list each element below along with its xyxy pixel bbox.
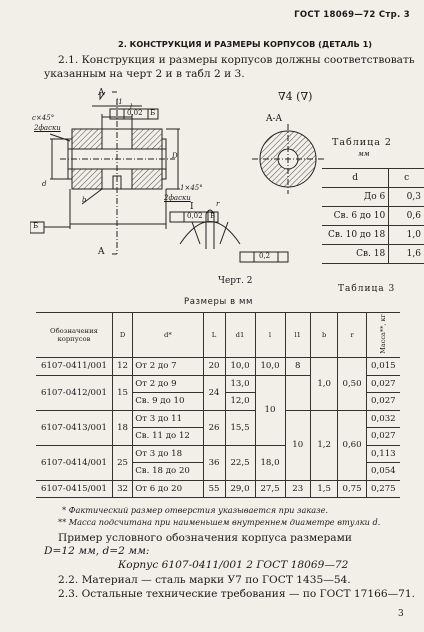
table-row — [322, 226, 424, 245]
table-cell: До 6 — [322, 188, 389, 207]
tolerance-top-ref: Б — [150, 109, 156, 117]
tolerance-sym-value: 0,2 — [259, 252, 271, 260]
table3-label: Таблица 3 — [338, 284, 396, 294]
table-cell: 0,275 — [366, 480, 400, 498]
table-cell — [285, 375, 310, 410]
table-cell: 18,0 — [255, 445, 285, 480]
table-cell: 22,5 — [225, 445, 255, 480]
table-row — [322, 169, 424, 188]
tolerance-bottom-value: 0,02 — [187, 212, 203, 220]
footnote-2: ** Масса подсчитана при наименьшем внутреннем диаметре втулки d. — [58, 517, 381, 527]
table-cell: 36 — [203, 445, 225, 480]
table-cell: 26 — [203, 410, 225, 445]
table-row — [36, 410, 400, 428]
table-cell: 23 — [285, 480, 310, 498]
table-row — [36, 358, 400, 376]
table-cell: 1,0 — [310, 358, 338, 411]
paragraph-2-1-line2: указанным на черт 2 и в табл 2 и 3. — [44, 68, 245, 80]
table-cell: 0,113 — [366, 445, 400, 463]
table2-header-d: d — [322, 169, 389, 188]
table-cell: 6107-0413/001 — [36, 410, 112, 445]
table-cell: 0,3 — [389, 188, 424, 207]
table-cell: 25 — [112, 445, 132, 480]
paragraph-2-2: 2.2. Материал — сталь марки У7 по ГОСТ 1435—54. — [58, 574, 351, 586]
col-header: l1 — [285, 313, 310, 358]
table-row — [322, 245, 424, 264]
page-number: 3 — [398, 609, 404, 619]
table-cell: 0,75 — [338, 480, 366, 498]
chamfer-top-label: c×45° — [32, 114, 55, 122]
chamfer-bottom-label: 1×45° — [180, 184, 203, 192]
table-cell: От 3 до 18 — [133, 445, 203, 463]
table-cell: 24 — [203, 375, 225, 410]
table-cell: 0,032 — [366, 410, 400, 428]
section-AA-label: A-A — [266, 114, 283, 124]
tolerance-top-value: 0,02 — [127, 109, 143, 117]
table-cell: 10 — [285, 410, 310, 480]
table-cell: 0,6 — [389, 207, 424, 226]
table3 — [36, 312, 400, 498]
table-cell: 6107-0414/001 — [36, 445, 112, 480]
paragraph-2-1-line1: 2.1. Конструкция и размеры корпусов должны соответствовать — [58, 54, 415, 66]
dim-l-label: l — [130, 103, 133, 111]
table-cell: 55 — [203, 480, 225, 498]
table-cell: 10,0 — [225, 358, 255, 376]
col-header: d1 — [225, 313, 255, 358]
table-cell: Св. 10 до 18 — [322, 226, 389, 245]
table-cell: 1,0 — [389, 226, 424, 245]
table-cell: 6107-0412/001 — [36, 375, 112, 410]
table-cell: От 2 до 7 — [133, 358, 203, 376]
table-header-row — [36, 313, 400, 358]
col-header: d* — [133, 313, 203, 358]
table-row — [322, 207, 424, 226]
table-cell: 1,5 — [310, 480, 338, 498]
col-header: Масса**, кг — [379, 314, 388, 354]
col-header: l — [255, 313, 285, 358]
table-row — [36, 480, 400, 498]
detail-I-label: I — [190, 202, 194, 212]
table-cell: 13,0 — [225, 375, 255, 393]
table-row — [322, 188, 424, 207]
footnote-1: * Фактический размер отверстия указывается при заказе. — [62, 505, 329, 515]
table3-units: Размеры в мм — [184, 297, 254, 307]
table-cell: 0,027 — [366, 393, 400, 411]
tolerance-bottom-ref: Б — [210, 212, 216, 220]
table-cell: 6107-0411/001 — [36, 358, 112, 376]
dim-l1-label: l1 — [116, 98, 123, 106]
table-cell: Св. 18 — [322, 245, 389, 264]
chamfer-top-note: 2фаски — [34, 124, 61, 132]
table2-unit: мм — [358, 150, 370, 158]
datum-B-label: Б — [33, 222, 39, 230]
dim-d-label: d — [42, 180, 47, 188]
paragraph-2-3: 2.3. Остальные технические требования — по ГОСТ 17166—71. — [58, 588, 416, 600]
section-mark-A-bottom: A — [98, 247, 105, 257]
col-header: L — [203, 313, 225, 358]
col-header: Обозначения корпусов — [36, 313, 112, 358]
example-line2: D=12 мм, d=2 мм: — [44, 545, 150, 557]
table-cell: 0,027 — [366, 375, 400, 393]
table-cell: Св. 6 до 10 — [322, 207, 389, 226]
table-cell: 15 — [112, 375, 132, 410]
table2-header-c: c — [389, 169, 424, 188]
table-cell: 18 — [112, 410, 132, 445]
dim-D-label: D — [172, 152, 178, 160]
table-cell: 1,6 — [389, 245, 424, 264]
table-cell: 6107-0415/001 — [36, 480, 112, 498]
table2 — [322, 168, 424, 264]
dim-b-label: b — [82, 196, 87, 204]
table-cell: Св. 18 до 20 — [133, 463, 203, 481]
table-cell: 0,015 — [366, 358, 400, 376]
table-cell: 0,054 — [366, 463, 400, 481]
table-cell: 0,50 — [338, 358, 366, 411]
example-line1: Пример условного обозначения корпуса размерами — [58, 532, 352, 544]
example-designation: Корпус 6107-0411/001 2 ГОСТ 18069—72 — [118, 559, 349, 571]
table-cell: От 3 до 11 — [133, 410, 203, 428]
roughness-mark: ∇4 (∇) — [278, 90, 313, 103]
table-cell: 12,0 — [225, 393, 255, 411]
col-header: D — [112, 313, 132, 358]
table-cell: 27,5 — [255, 480, 285, 498]
table-cell: 32 — [112, 480, 132, 498]
table-cell: От 6 до 20 — [133, 480, 203, 498]
table-cell: 10 — [255, 375, 285, 445]
col-header: b — [310, 313, 338, 358]
page-header: ГОСТ 18069—72 Стр. 3 — [294, 10, 410, 20]
chamfer-bottom-note: 2фаски — [164, 194, 191, 202]
technical-drawing — [30, 84, 330, 286]
table-cell: Св. 9 до 10 — [133, 393, 203, 411]
section-mark-A-top: A — [98, 88, 105, 98]
table-cell: От 2 до 9 — [133, 375, 203, 393]
table-cell: 10,0 — [255, 358, 285, 376]
table-cell: 20 — [203, 358, 225, 376]
table-cell: 0,027 — [366, 428, 400, 446]
table-cell: 1,2 — [310, 410, 338, 480]
table-cell: 15,5 — [225, 410, 255, 445]
col-header: r — [338, 313, 366, 358]
drawing-caption: Черт. 2 — [218, 276, 253, 286]
dim-r-label: r — [216, 200, 220, 208]
table-cell: Св. 11 до 12 — [133, 428, 203, 446]
table-cell: 12 — [112, 358, 132, 376]
table2-title: Таблица 2 — [332, 137, 392, 148]
section-title: 2. КОНСТРУКЦИЯ И РАЗМЕРЫ КОРПУСОВ (ДЕТАЛЬ 1) — [118, 39, 373, 49]
table-cell: 0,60 — [338, 410, 366, 480]
table-cell: 29,0 — [225, 480, 255, 498]
table-cell: 8 — [285, 358, 310, 376]
